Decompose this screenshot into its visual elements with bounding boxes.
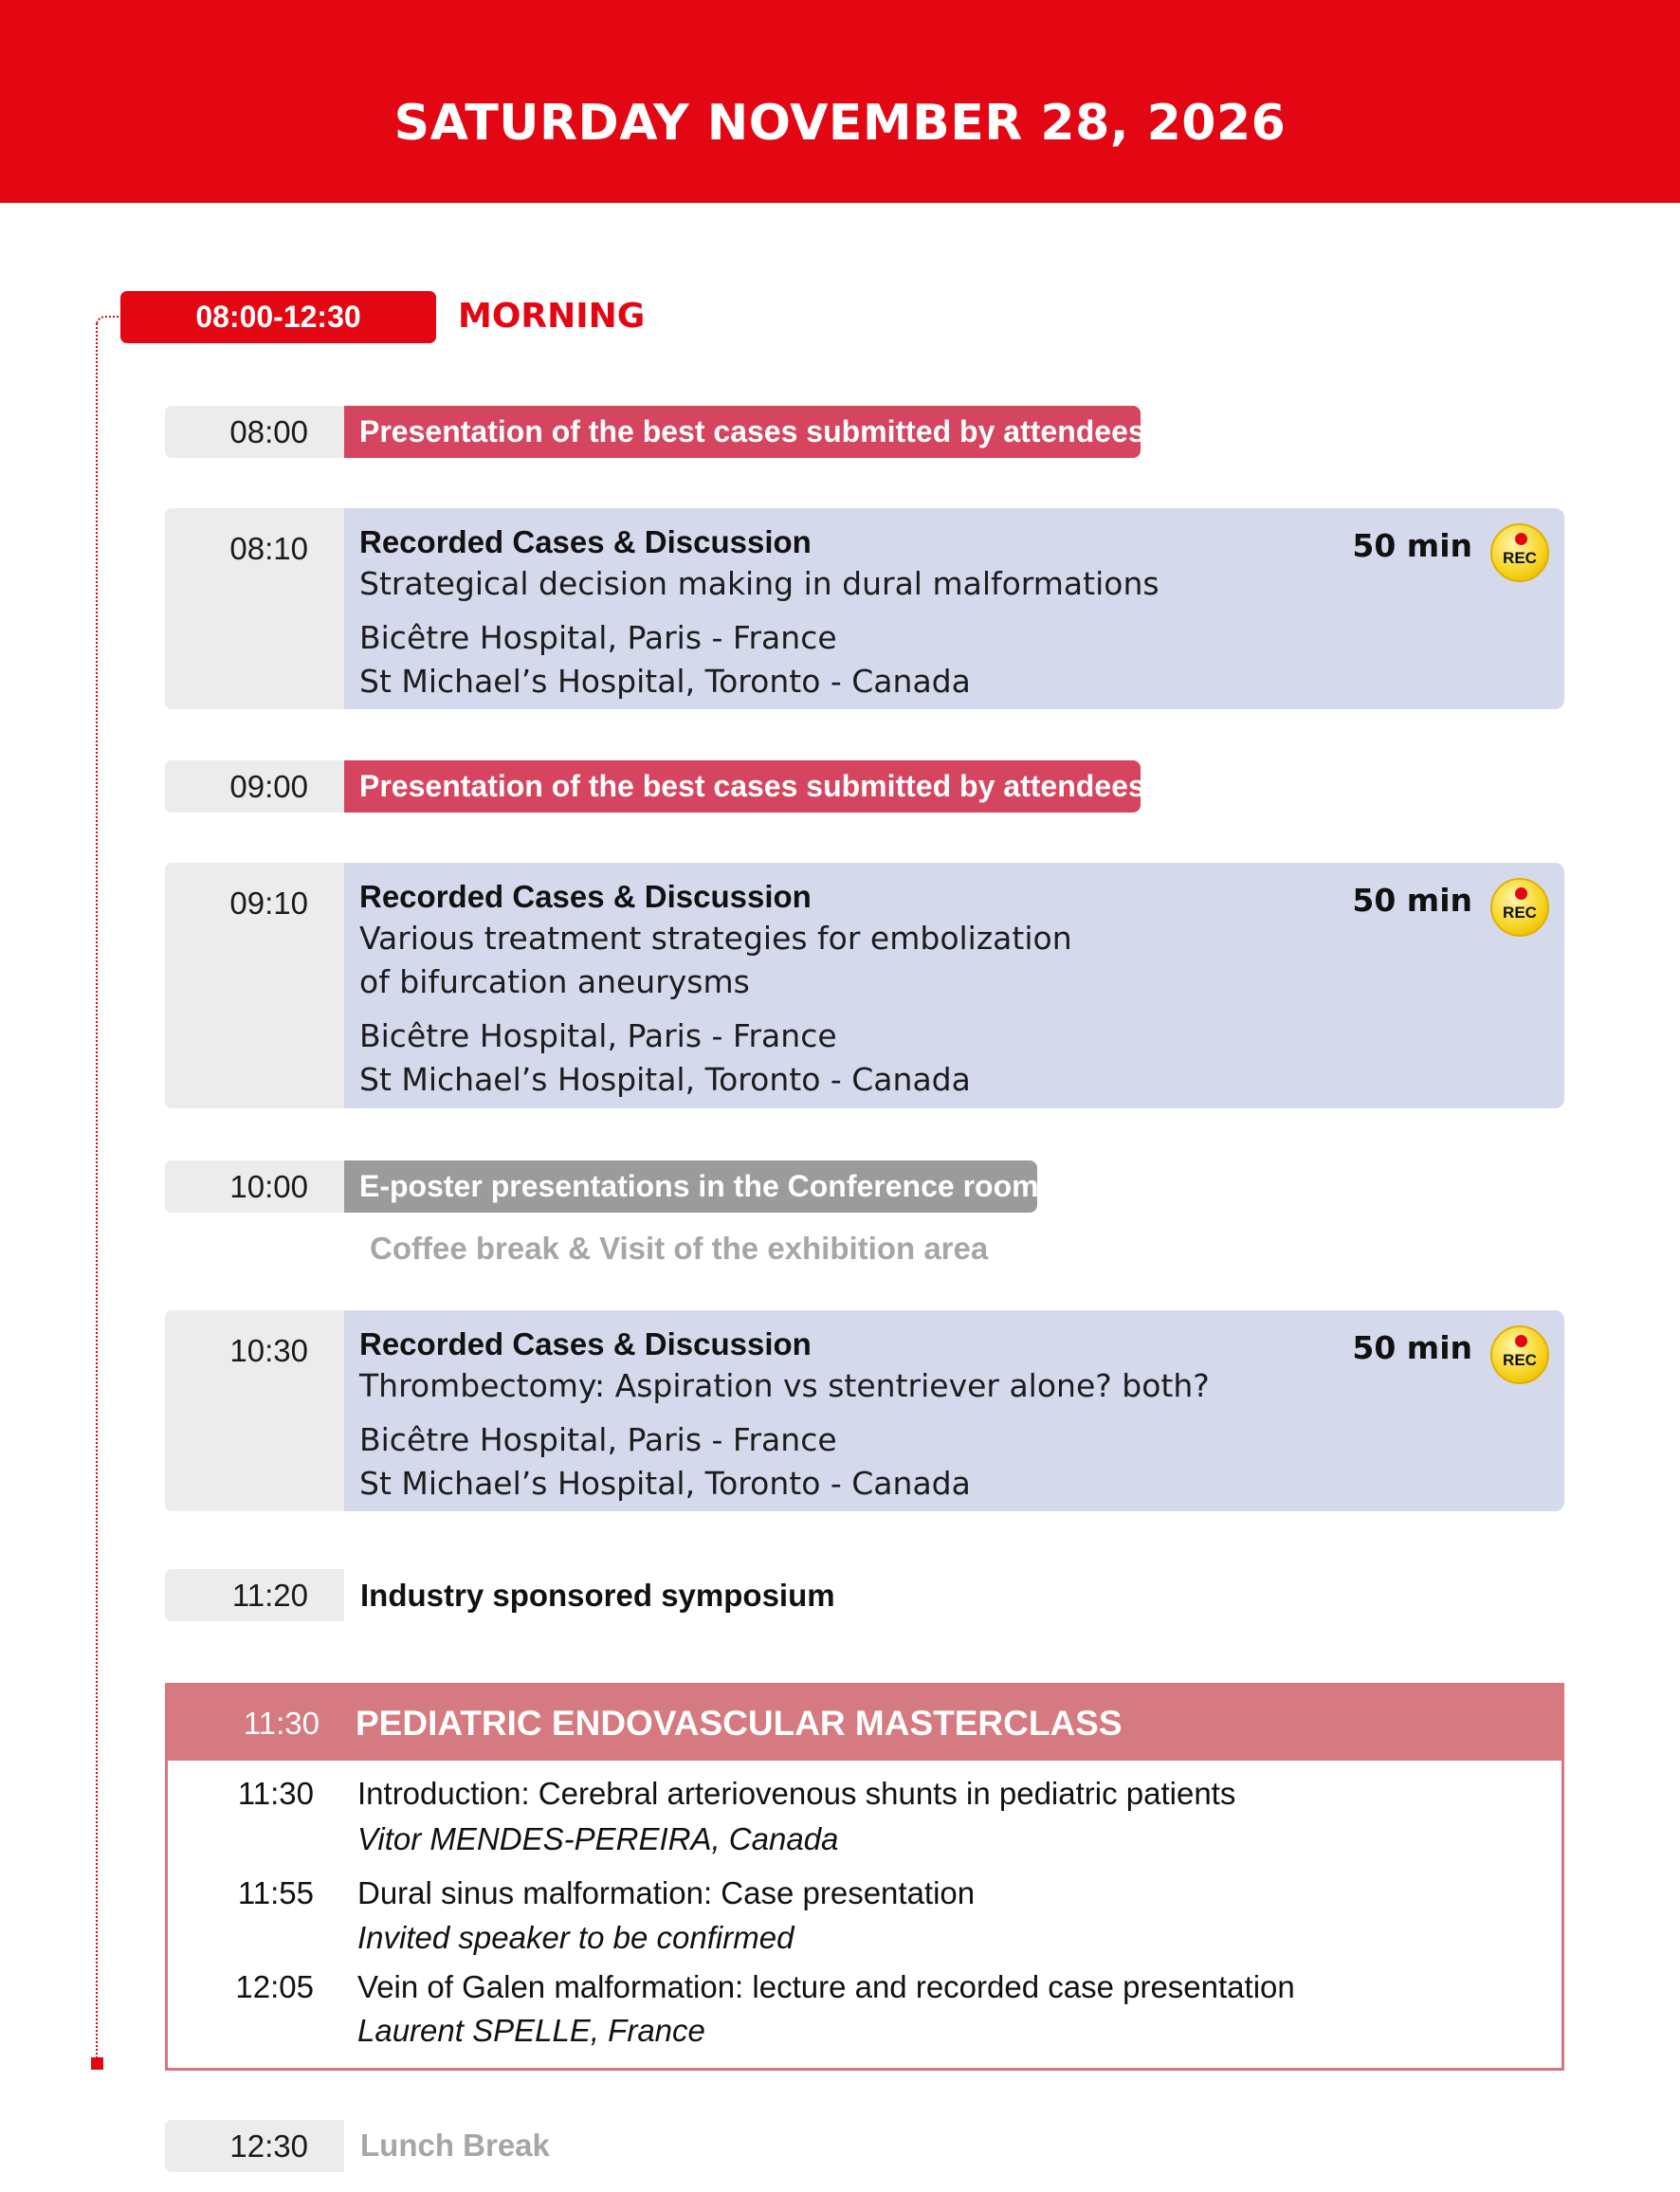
- page-header: [0, 0, 1680, 203]
- masterclass-box: [165, 1683, 1564, 2071]
- talk-speaker: Invited speaker to be confirmed: [357, 1920, 794, 1955]
- rec-icon: [1490, 878, 1549, 937]
- session-card: [344, 863, 1564, 1108]
- item-time: 08:10: [165, 508, 344, 709]
- session-card: [344, 1310, 1564, 1511]
- talk-title: Dural sinus malformation: Case presentation: [357, 1875, 976, 1910]
- card-type: Recorded Cases & Discussion: [359, 524, 812, 559]
- masterclass-header: [168, 1686, 1561, 1761]
- card-description: Strategical decision making in dural malformations: [359, 565, 1160, 602]
- masterclass-time: 11:30: [243, 1706, 320, 1741]
- card-location: Bicêtre Hospital, Paris - France: [359, 619, 837, 656]
- rec-icon: [1490, 523, 1549, 582]
- lunch-break-label: Lunch Break: [360, 2128, 550, 2163]
- duration-label: 50 min: [1352, 882, 1472, 919]
- rec-icon-label: REC: [1503, 904, 1537, 922]
- item-time: 08:00: [165, 406, 344, 458]
- page-title: SATURDAY NOVEMBER 28, 2026: [393, 95, 1287, 152]
- card-type: Recorded Cases & Discussion: [359, 879, 812, 914]
- duration-label: 50 min: [1352, 1329, 1472, 1366]
- talk-time: 12:05: [235, 1969, 314, 2004]
- card-location: St Michael’s Hospital, Toronto - Canada: [359, 663, 971, 700]
- talk-time: 11:30: [237, 1776, 314, 1811]
- timeline-line: [96, 323, 98, 2058]
- item-time: 11:20: [165, 1569, 344, 1621]
- item-time: 12:30: [165, 2120, 344, 2172]
- card-description: of bifurcation aneurysms: [359, 963, 750, 1000]
- card-location: Bicêtre Hospital, Paris - France: [359, 1017, 837, 1054]
- card-description: Thrombectomy: Aspiration vs stentriever alone? both?: [359, 1367, 1210, 1404]
- symposium-title: Industry sponsored symposium: [360, 1578, 835, 1613]
- talk-speaker: Vitor MENDES-PEREIRA, Canada: [357, 1821, 839, 1856]
- session-card: [344, 508, 1564, 709]
- duration-label: 50 min: [1352, 527, 1472, 564]
- item-time: 10:00: [165, 1160, 344, 1213]
- card-location: St Michael’s Hospital, Toronto - Canada: [359, 1061, 971, 1098]
- masterclass-title: PEDIATRIC ENDOVASCULAR MASTERCLASS: [356, 1704, 1123, 1743]
- card-location: St Michael’s Hospital, Toronto - Canada: [359, 1465, 971, 1502]
- highlight-pill: Presentation of the best cases submitted by attendees: [344, 760, 1141, 813]
- talk-time: 11:55: [237, 1875, 314, 1910]
- timeline-connector: [96, 316, 122, 325]
- coffee-break-note: Coffee break & Visit of the exhibition area: [370, 1231, 989, 1266]
- item-time: 09:10: [165, 863, 344, 1108]
- item-time: 09:00: [165, 760, 344, 813]
- card-description: Various treatment strategies for embolization: [359, 920, 1072, 957]
- timeline-end-marker: [91, 2057, 103, 2070]
- session-label: MORNING: [458, 297, 646, 336]
- talk-speaker: Laurent SPELLE, France: [357, 2013, 705, 2048]
- item-time: 10:30: [165, 1310, 344, 1511]
- eposter-pill: E-poster presentations in the Conference room: [344, 1160, 1037, 1213]
- rec-icon: [1490, 1325, 1549, 1384]
- talk-title: Introduction: Cerebral arteriovenous shunts in pediatric patients: [357, 1776, 1236, 1811]
- card-type: Recorded Cases & Discussion: [359, 1326, 812, 1361]
- card-location: Bicêtre Hospital, Paris - France: [359, 1421, 837, 1458]
- session-time-range: 08:00-12:30: [120, 291, 436, 343]
- highlight-pill: Presentation of the best cases submitted by attendees: [344, 406, 1141, 458]
- talk-title: Vein of Galen malformation: lecture and recorded case presentation: [357, 1969, 1295, 2004]
- rec-icon-label: REC: [1503, 549, 1537, 567]
- rec-icon-label: REC: [1503, 1351, 1537, 1369]
